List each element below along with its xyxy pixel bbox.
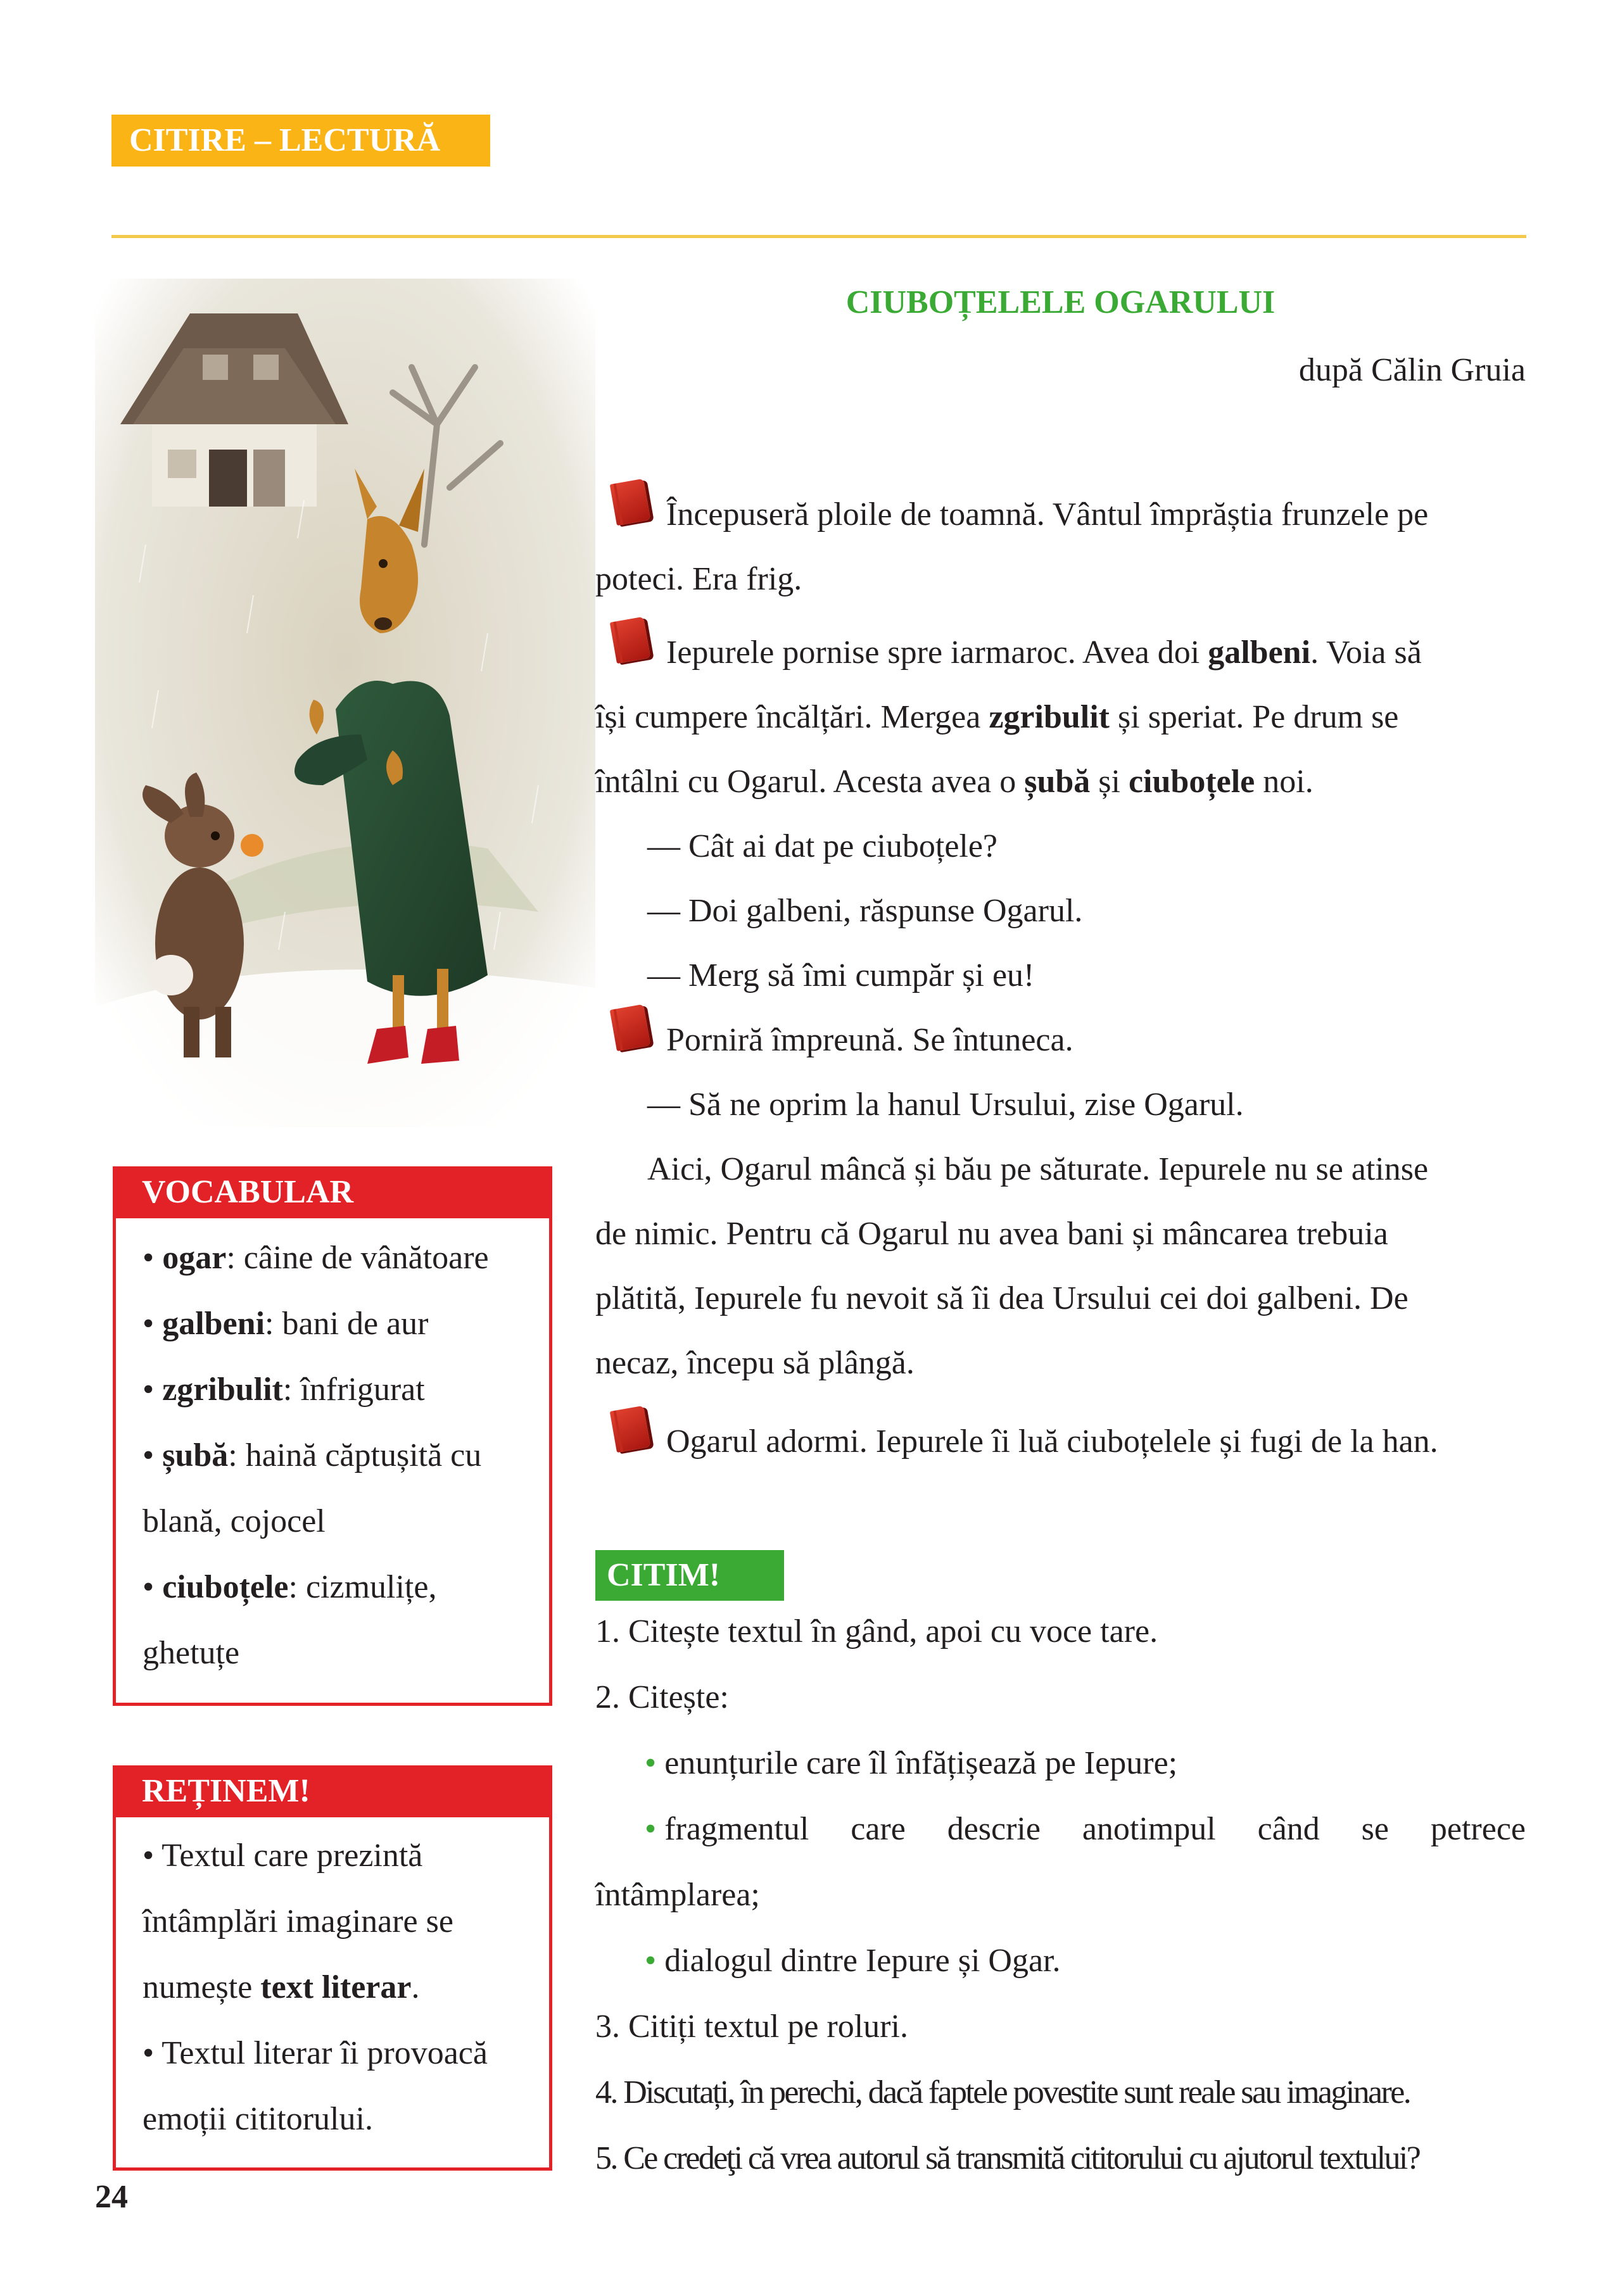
story-line: necaz, începu să plângă. bbox=[595, 1345, 915, 1381]
story-line: poteci. Era frig. bbox=[595, 561, 802, 597]
header-divider bbox=[111, 235, 1526, 238]
vocab-item-cont: blană, cojocel bbox=[142, 1503, 326, 1539]
vocab-item: • șubă: haină căptușită cu bbox=[142, 1437, 482, 1473]
question: 4. Discutați, în perechi, dacă faptele povestite sunt reale sau imaginare. bbox=[595, 2074, 1410, 2110]
question-sub: • dialogul dintre Iepure și Ogar. bbox=[645, 1943, 1061, 1979]
book-icon bbox=[610, 479, 651, 526]
citim-tag: CITIM! bbox=[595, 1550, 784, 1601]
vocabulary-header: VOCABULAR bbox=[113, 1166, 552, 1218]
dialog-line: — Merg să îmi cumpăr și eu! bbox=[647, 957, 1035, 993]
section-tag: CITIRE – LECTURĂ bbox=[111, 115, 490, 167]
vocab-word: ciuboțele bbox=[1128, 764, 1255, 800]
retain-line: • Textul care prezintă bbox=[142, 1838, 423, 1874]
question-sub: • fragmentul care descrie anotimpul când se petrece bbox=[645, 1811, 1526, 1847]
dialog-line: — Cât ai dat pe ciuboțele? bbox=[647, 828, 998, 864]
story-line: Aici, Ogarul mâncă și bău pe săturate. Iepurele nu se atinse bbox=[647, 1151, 1429, 1187]
story-author: după Călin Gruia bbox=[1298, 352, 1526, 388]
question: 2. Citește: bbox=[595, 1679, 729, 1715]
book-icon bbox=[610, 617, 651, 664]
book-icon bbox=[610, 1406, 651, 1453]
story-line: Începuseră ploile de toamnă. Vântul împrăștia frunzele pe bbox=[666, 496, 1429, 533]
story-line: plătită, Iepurele fu nevoit să îi dea Ursului cei doi galbeni. De bbox=[595, 1280, 1409, 1316]
vocab-item-cont: ghetuțe bbox=[142, 1635, 240, 1671]
question: 1. Citește textul în gând, apoi cu voce tare. bbox=[595, 1613, 1158, 1649]
story-line: își cumpere încălțări. Mergea zgribulit și speriat. Pe drum se bbox=[595, 699, 1399, 735]
dialog-line: — Doi galbeni, răspunse Ogarul. bbox=[647, 893, 1083, 929]
retain-line: întâmplări imaginare se bbox=[142, 1903, 453, 1940]
vocab-word: zgribulit bbox=[989, 699, 1110, 735]
question: 3. Citiți textul pe roluri. bbox=[595, 2009, 908, 2045]
story-line: de nimic. Pentru că Ogarul nu avea bani și mâncarea trebuia bbox=[595, 1216, 1388, 1252]
dialog-line: — Să ne oprim la hanul Ursului, zise Ogarul. bbox=[647, 1087, 1244, 1123]
retain-line: • Textul literar îi provoacă bbox=[142, 2035, 488, 2071]
story-line: Ogarul adormi. Iepurele îi luă ciuboțelele și fugi de la han. bbox=[666, 1423, 1438, 1460]
question-sub: • enunțurile care îl înfățișează pe Iepure; bbox=[645, 1745, 1178, 1781]
question-sub-cont: întâmplarea; bbox=[595, 1877, 760, 1913]
story-line: întâlni cu Ogarul. Acesta avea o șubă și ciuboțele noi. bbox=[595, 764, 1314, 800]
retain-header: REȚINEM! bbox=[113, 1765, 552, 1817]
vocab-item: • galbeni: bani de aur bbox=[142, 1306, 429, 1342]
question: 5. Ce credeţi că vrea autorul să transmită cititorului cu ajutorul textului? bbox=[595, 2140, 1420, 2176]
vocab-item: • zgribulit: înfrigurat bbox=[142, 1372, 425, 1408]
story-line: Porniră împreună. Se întuneca. bbox=[666, 1022, 1073, 1058]
story-line: Iepurele pornise spre iarmaroc. Avea doi galbeni. Voia să bbox=[666, 634, 1422, 671]
vocab-word: șubă bbox=[1024, 764, 1091, 800]
page-number: 24 bbox=[95, 2179, 128, 2215]
vocab-item: • ogar: câine de vânătoare bbox=[142, 1240, 489, 1276]
vocab-word: galbeni bbox=[1208, 634, 1311, 671]
retain-line: numește text literar. bbox=[142, 1969, 420, 2005]
book-icon bbox=[610, 1004, 651, 1051]
story-illustration bbox=[95, 279, 595, 1127]
retain-line: emoții cititorului. bbox=[142, 2101, 373, 2137]
story-title: CIUBOȚELELE OGARULUI bbox=[845, 284, 1276, 320]
vocab-item: • ciuboțele: cizmulițe, bbox=[142, 1569, 437, 1605]
